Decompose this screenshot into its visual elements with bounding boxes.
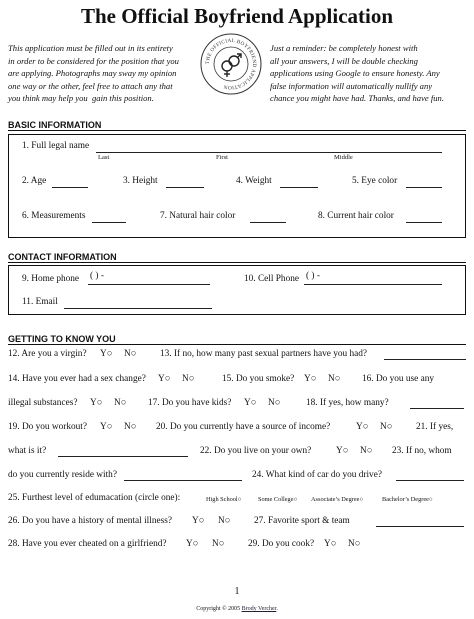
intro-right-paragraph: Just a reminder: be completely honest with all your answers, I will be double checking applications using Google to ensure honesty. Any false information will automatically nullify any chance you might have had. Thanks, and have fun. [270, 43, 444, 103]
seal-text: THE OFFICIAL BOYFRIEND APPLICATION [204, 37, 258, 91]
radio-circle-icon: ○ [310, 374, 317, 384]
radio-circle-icon: ○ [164, 374, 171, 384]
home-phone-mask: ( ) - [90, 271, 104, 281]
radio-circle-icon: ○ [188, 374, 195, 384]
q21-what-label-a: 21. If yes, [416, 422, 454, 432]
radio-circle-icon: ○ [359, 496, 364, 503]
yes-letter: Y [158, 374, 165, 384]
height-field[interactable] [166, 187, 204, 188]
radio-circle-icon: ○ [362, 422, 369, 432]
section-heading-basic: BASIC INFORMATION [8, 120, 102, 130]
q28-no-option[interactable] [212, 539, 224, 549]
q13-partners-label: 13. If no, how many past sexual partners have you had? [160, 349, 368, 359]
last-name-sublabel: Last [98, 154, 110, 161]
eye-color-label: 5. Eye color [352, 176, 398, 186]
yes-letter: Y [100, 349, 107, 359]
copyright-end: . [276, 606, 278, 612]
radio-circle-icon: ○ [354, 539, 361, 549]
q15-smoke-label: 15. Do you smoke? [222, 374, 295, 384]
q17-no-option[interactable] [268, 398, 280, 408]
radio-circle-icon: ○ [96, 398, 103, 408]
yes-letter: Y [90, 398, 97, 408]
q12-yes-option[interactable] [100, 349, 112, 359]
yes-letter: Y [324, 539, 331, 549]
q17-yes-option[interactable] [244, 398, 256, 408]
no-letter: N [328, 374, 335, 384]
q14-sex-change-label: 14. Have you ever had a sex change? [8, 374, 146, 384]
q22-live-alone-label: 22. Do you live on your own? [200, 446, 312, 456]
q26-yes-option[interactable] [192, 516, 204, 526]
q26-mental-illness-label: 26. Do you have a history of mental illness? [8, 516, 172, 526]
q29-cook-label: 29. Do you cook? [248, 539, 315, 549]
q16-yes-option[interactable] [90, 398, 102, 408]
q22-no-option[interactable] [360, 446, 372, 456]
natural-hair-field[interactable] [250, 222, 286, 223]
yes-letter: Y [100, 422, 107, 432]
q14-yes-option[interactable] [158, 374, 170, 384]
email-field[interactable] [64, 308, 212, 309]
q27-sport-label: 27. Favorite sport & team [254, 516, 350, 526]
no-letter: N [212, 539, 219, 549]
intro-left-paragraph: This application must be filled out in its entirety in order to be considered for the position that you are applying. Photographs may sway my opinion one way or the other, feel free to attach any that you think may help you gain this position. [8, 43, 179, 103]
no-letter: N [124, 422, 131, 432]
section-rule [8, 262, 466, 263]
measurements-label: 6. Measurements [22, 211, 86, 221]
height-label: 3. Height [123, 176, 158, 186]
section-heading-getting-to-know: GETTING TO KNOW YOU [8, 334, 116, 344]
weight-field[interactable] [280, 187, 318, 188]
q12-virgin-label: 12. Are you a virgin? [8, 349, 87, 359]
weight-label: 4. Weight [236, 176, 272, 186]
radio-circle-icon: ○ [342, 446, 349, 456]
q23-whom-label-a: 23. If no, whom [392, 446, 452, 456]
first-name-sublabel: First [216, 154, 228, 161]
q14-no-option[interactable] [182, 374, 194, 384]
page-number: 1 [234, 586, 240, 597]
home-phone-field[interactable] [88, 284, 210, 285]
no-letter: N [114, 398, 121, 408]
page-title: The Official Boyfriend Application [80, 4, 394, 28]
q20-income-label: 20. Do you currently have a source of income? [156, 422, 331, 432]
section-heading-contact: CONTACT INFORMATION [8, 252, 117, 262]
radio-circle-icon: ○ [130, 422, 137, 432]
author-link[interactable]: Brody Vercher [241, 606, 277, 612]
q15-no-option[interactable] [328, 374, 340, 384]
no-letter: N [348, 539, 355, 549]
radio-circle-icon: ○ [330, 539, 337, 549]
natural-hair-label: 7. Natural hair color [160, 211, 236, 221]
cell-phone-mask: ( ) - [306, 271, 320, 281]
q21-what-field[interactable] [58, 456, 188, 457]
yes-letter: Y [186, 539, 193, 549]
q18-how-many-field[interactable] [410, 408, 464, 409]
q26-no-option[interactable] [218, 516, 230, 526]
age-label: 2. Age [22, 176, 47, 186]
radio-circle-icon: ○ [130, 349, 137, 359]
no-letter: N [268, 398, 275, 408]
middle-name-sublabel: Middle [334, 154, 353, 161]
q19-workout-label: 19. Do you workout? [8, 422, 88, 432]
radio-circle-icon: ○ [106, 422, 113, 432]
radio-circle-icon: ○ [192, 539, 199, 549]
edu-option-bachelors[interactable] [382, 496, 433, 503]
radio-circle-icon: ○ [224, 516, 231, 526]
q24-car-field[interactable] [396, 480, 464, 481]
q19-no-option[interactable] [124, 422, 136, 432]
copyright-line [0, 606, 474, 612]
radio-circle-icon: ○ [198, 516, 205, 526]
q29-no-option[interactable] [348, 539, 360, 549]
radio-circle-icon: ○ [106, 349, 113, 359]
no-letter: N [182, 374, 189, 384]
radio-circle-icon: ○ [218, 539, 225, 549]
q15-yes-option[interactable] [304, 374, 316, 384]
edu-option-associates[interactable] [311, 496, 363, 503]
q28-yes-option[interactable] [186, 539, 198, 549]
full-name-label: 1. Full legal name [22, 141, 90, 151]
current-hair-field[interactable] [406, 222, 442, 223]
q12-no-option[interactable] [124, 349, 136, 359]
yes-letter: Y [244, 398, 251, 408]
measurements-field[interactable] [92, 222, 126, 223]
yes-letter: Y [304, 374, 311, 384]
email-label: 11. Email [22, 297, 58, 307]
q24-car-label: 24. What kind of car do you drive? [252, 470, 382, 480]
q17-kids-label: 17. Do you have kids? [148, 398, 232, 408]
q27-sport-field[interactable] [376, 526, 464, 527]
home-phone-label: 9. Home phone [22, 274, 80, 284]
section-rule [8, 130, 466, 131]
no-letter: N [218, 516, 225, 526]
q22-yes-option[interactable] [336, 446, 348, 456]
q16-substances-label-a: 16. Do you use any [362, 374, 435, 384]
q25-education-label: 25. Furthest level of edumacation (circle one): [8, 493, 181, 503]
radio-circle-icon: ○ [386, 422, 393, 432]
cell-phone-field[interactable] [304, 284, 442, 285]
q20-yes-option[interactable] [356, 422, 368, 432]
yes-letter: Y [336, 446, 343, 456]
q29-yes-option[interactable] [324, 539, 336, 549]
q23-whom-field[interactable] [124, 480, 242, 481]
radio-circle-icon: ○ [366, 446, 373, 456]
q23-whom-label-b: do you currently reside with? [8, 470, 117, 480]
current-hair-label: 8. Current hair color [318, 211, 394, 221]
radio-circle-icon: ○ [293, 496, 298, 503]
radio-circle-icon: ○ [120, 398, 127, 408]
section-rule [8, 344, 466, 345]
yes-letter: Y [192, 516, 199, 526]
q28-cheated-label: 28. Have you ever cheated on a girlfriend? [8, 539, 167, 549]
cell-phone-label: 10. Cell Phone [244, 274, 300, 284]
edu-option-label: Some College [258, 496, 294, 503]
yes-letter: Y [356, 422, 363, 432]
radio-circle-icon: ○ [274, 398, 281, 408]
no-letter: N [124, 349, 131, 359]
edu-option-label: High School [206, 496, 238, 503]
q20-no-option[interactable] [380, 422, 392, 432]
radio-circle-icon: ○ [428, 496, 433, 503]
no-letter: N [380, 422, 387, 432]
radio-circle-icon: ○ [250, 398, 257, 408]
eye-color-field[interactable] [406, 187, 442, 188]
q21-what-label-b: what is it? [8, 446, 47, 456]
age-field[interactable] [52, 187, 88, 188]
edu-option-label: Associate’s Degree [311, 496, 360, 503]
copyright-text: Copyright © 2005 [196, 606, 241, 612]
radio-circle-icon: ○ [334, 374, 341, 384]
radio-circle-icon: ○ [237, 496, 242, 503]
q16-substances-label-b: illegal substances? [8, 398, 78, 408]
edu-option-high-school[interactable] [206, 496, 241, 503]
edu-option-some-college[interactable] [258, 496, 297, 503]
q16-no-option[interactable] [114, 398, 126, 408]
edu-option-label: Bachelor’s Degree [382, 496, 429, 503]
full-name-field[interactable] [96, 152, 442, 153]
male-female-symbol-icon [222, 54, 241, 77]
q19-yes-option[interactable] [100, 422, 112, 432]
q18-how-many-label: 18. If yes, how many? [306, 398, 389, 408]
official-seal [200, 33, 262, 95]
q13-partners-field[interactable] [384, 359, 466, 360]
no-letter: N [360, 446, 367, 456]
